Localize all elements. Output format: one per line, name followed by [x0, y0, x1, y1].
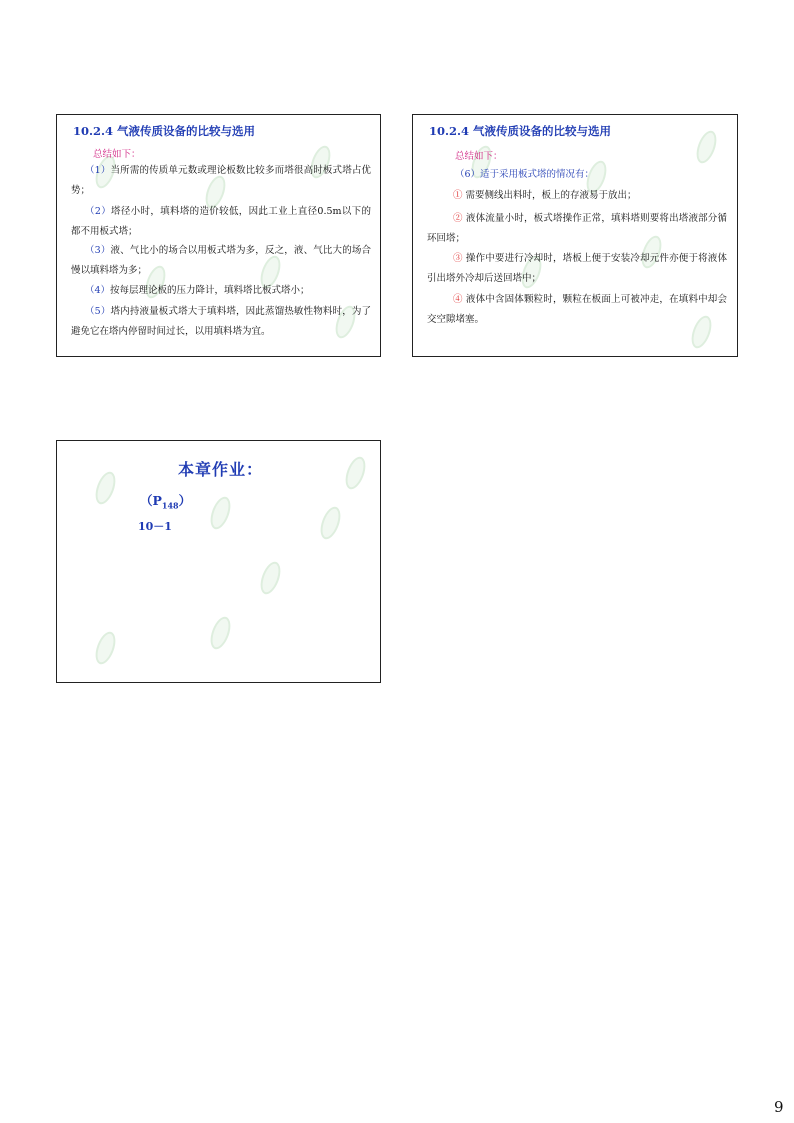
- summary-item-2: [71, 202, 371, 242]
- slide-subtitle: 总结如下：: [93, 149, 141, 160]
- slide-homework: [56, 440, 381, 683]
- summary-item-5: [71, 302, 371, 342]
- item-number: （2）: [85, 206, 112, 217]
- item-text: 塔径小时，填料塔的造价较低，因此工业上直径0.5m以下的都不用板式塔；: [71, 206, 371, 237]
- slide-tray-tower-cases: [412, 114, 738, 357]
- case-item-2: [427, 209, 727, 249]
- item-text: 塔内持液量板式塔大于填料塔，因此蒸馏热敏性物料时，为了避免它在塔内停留时间过长，以用填料塔为宜。: [71, 306, 371, 337]
- slide-comparison-summary: [56, 114, 381, 357]
- section-heading: （6）适于采用板式塔的情况有：: [455, 169, 595, 180]
- page-reference: [140, 491, 191, 511]
- page-number: 9: [774, 1098, 784, 1116]
- item-number: （5）: [85, 306, 111, 317]
- item-number: （4）: [85, 285, 111, 296]
- item-number: ①: [453, 190, 463, 201]
- item-number: ④: [453, 294, 463, 305]
- item-text: 液、气比小的场合以用板式塔为多，反之，液、气比大的场合慢以填料塔为多；: [71, 245, 371, 276]
- case-item-4: [427, 290, 727, 330]
- item-number: ③: [453, 253, 463, 264]
- item-text: 液体流量小时，板式塔操作正常，填料塔则要将出塔液部分循环回塔；: [427, 213, 727, 244]
- item-text: 操作中要进行冷却时，塔板上便于安装冷却元件亦便于将液体引出塔外冷却后送回塔中；: [427, 253, 727, 284]
- item-text: 液体中含固体颗粒时，颗粒在板面上可被冲走，在填料中却会交空隙堵塞。: [427, 294, 727, 325]
- summary-item-4: [71, 281, 371, 301]
- slide-title: 10.2.4 气液传质设备的比较与选用: [73, 124, 256, 138]
- slide-subtitle: 总结如下：: [455, 151, 503, 162]
- item-number: ②: [453, 213, 463, 224]
- case-item-3: [427, 249, 727, 289]
- summary-item-3: [71, 241, 371, 281]
- slide-title: 10.2.4 气液传质设备的比较与选用: [429, 124, 612, 138]
- item-text: 按每层理论板的压力降计，填料塔比板式塔小；: [110, 285, 310, 296]
- homework-title: 本章作业：: [178, 460, 264, 479]
- item-text: 当所需的传质单元数或理论板数比较多而塔很高时板式塔占优势；: [71, 165, 371, 196]
- case-item-1: [427, 186, 727, 206]
- item-number: （3）: [85, 245, 111, 256]
- item-text: 需要侧线出料时，板上的存液易于放出；: [465, 190, 637, 201]
- homework-item: 10－1: [138, 520, 172, 533]
- ref-close: ）: [178, 493, 192, 508]
- item-number: （1）: [85, 165, 111, 176]
- summary-item-1: [71, 161, 371, 201]
- ref-open: （P: [140, 493, 162, 508]
- ref-page: 148: [161, 500, 179, 511]
